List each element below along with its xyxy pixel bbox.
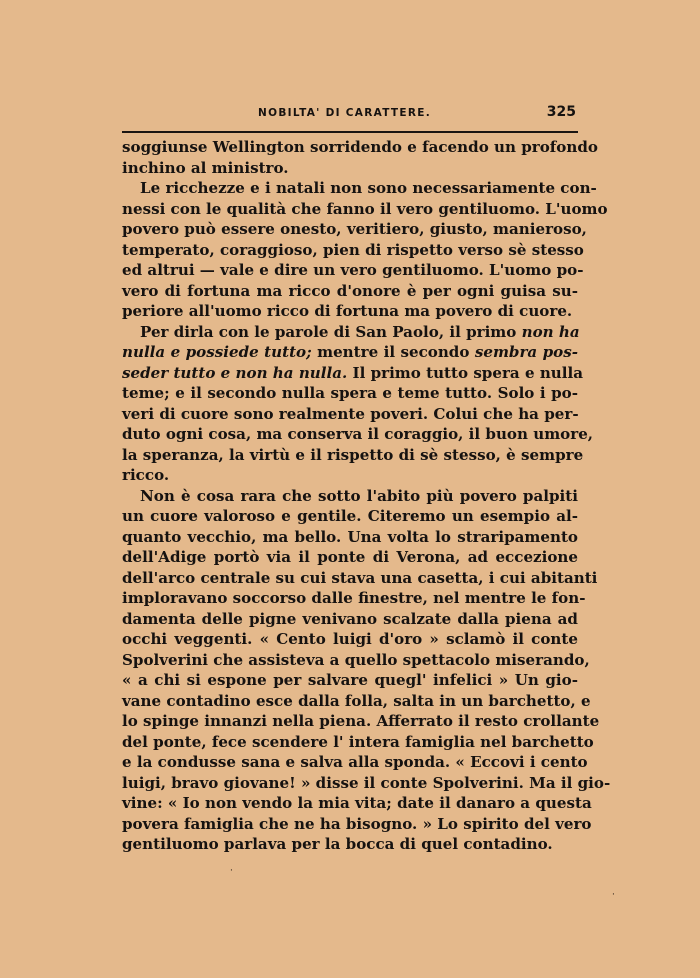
- print-speck: ·: [230, 866, 233, 876]
- text-line: [122, 322, 578, 343]
- text-line: veri di cuore sono realmente poveri. Colui che ha per-: [122, 404, 579, 423]
- body-text: [122, 137, 611, 855]
- text-line: ed altrui — vale e dire un vero gentiluomo. L'uomo po-: [122, 261, 584, 279]
- print-speck: ·: [612, 890, 615, 900]
- text-line: povero può essere onesto, veritiero, giusto, manieroso,: [122, 220, 587, 238]
- text-line: la speranza, la virtù e il rispetto di sè stesso, è sempre: [122, 445, 584, 464]
- text-line: vero di fortuna ma ricco d'onore è per ogni guisa su-: [122, 281, 578, 300]
- text-line: ricco.: [122, 466, 170, 484]
- text-line: dell'Adige portò via il ponte di Verona, ad eccezione: [122, 548, 578, 566]
- text-line: periore all'uomo ricco di fortuna ma povero di cuore.: [122, 302, 573, 320]
- text-line: [122, 363, 584, 384]
- text-line: vine: « Io non vendo la mia vita; date il danaro a questa: [122, 794, 592, 812]
- text-line: teme; e il secondo nulla spera e teme tutto. Solo i po-: [122, 384, 578, 402]
- text-line: e la condusse sana e salva alla sponda. « Eccovi i cento: [122, 753, 588, 771]
- text-line: luigi, bravo giovane! » disse il conte Spolverini. Ma il gio-: [122, 773, 611, 792]
- italic-phrase: sembra pos-: [474, 343, 578, 361]
- page-number: 325: [546, 104, 576, 120]
- text-line: duto ogni cosa, ma conserva il coraggio, il buon umore,: [122, 425, 594, 443]
- text-line: [122, 342, 578, 363]
- text-line: nessi con le qualità che fanno il vero gentiluomo. L'uomo: [122, 199, 608, 218]
- running-title: NOBILTA' DI CARATTERE.: [258, 107, 432, 119]
- text-line: damenta delle pigne venivano scalzate dalla piena ad: [122, 609, 578, 628]
- text-line: quanto vecchio, ma bello. Una volta lo straripamento: [122, 527, 578, 546]
- text-line: gentiluomo parlava per la bocca di quel contadino.: [122, 835, 553, 853]
- text-line: povera famiglia che ne ha bisogno. » Lo spirito del vero: [122, 814, 592, 833]
- italic-phrase: non ha: [521, 322, 580, 341]
- text-segment: Per dirla con le parole di San Paolo, il primo: [140, 322, 522, 341]
- italic-phrase: seder tutto e non ha nulla.: [122, 363, 348, 382]
- text-line: temperato, coraggioso, pien di rispetto verso sè stesso: [122, 240, 584, 259]
- text-line: « a chi si espone per salvare quegl' infelici » Un gio-: [122, 671, 578, 689]
- text-line: occhi veggenti. « Cento luigi d'oro » sclamò il conte: [122, 630, 578, 648]
- text-segment: Il primo tutto spera e nulla: [347, 363, 584, 382]
- text-line: vane contadino esce dalla folla, salta in un barchetto, e: [122, 691, 591, 710]
- text-line: inchino al ministro.: [122, 158, 289, 177]
- text-segment: mentre il secondo: [311, 343, 475, 361]
- text-line: lo spinge innanzi nella piena. Afferrato il resto crollante: [122, 712, 600, 730]
- text-line: soggiunse Wellington sorridendo e facendo un profondo: [122, 138, 598, 156]
- text-line: Le ricchezze e i natali non sono necessariamente con-: [140, 179, 597, 197]
- text-line: Non è cosa rara che sotto l'abito più povero palpiti: [140, 486, 578, 505]
- text-line: un cuore valoroso e gentile. Citeremo un esempio al-: [122, 507, 578, 525]
- text-line: del ponte, fece scendere l' intera famiglia nel barchetto: [122, 732, 594, 751]
- italic-phrase: nulla e possiede tutto;: [122, 343, 312, 361]
- text-line: dell'arco centrale su cui stava una casetta, i cui abitanti: [122, 568, 598, 587]
- text-line: imploravano soccorso dalle finestre, nel mentre le fon-: [122, 589, 586, 607]
- running-header: [122, 104, 578, 124]
- header-rule: [122, 131, 578, 133]
- text-line: Spolverini che assisteva a quello spettacolo miserando,: [122, 650, 590, 669]
